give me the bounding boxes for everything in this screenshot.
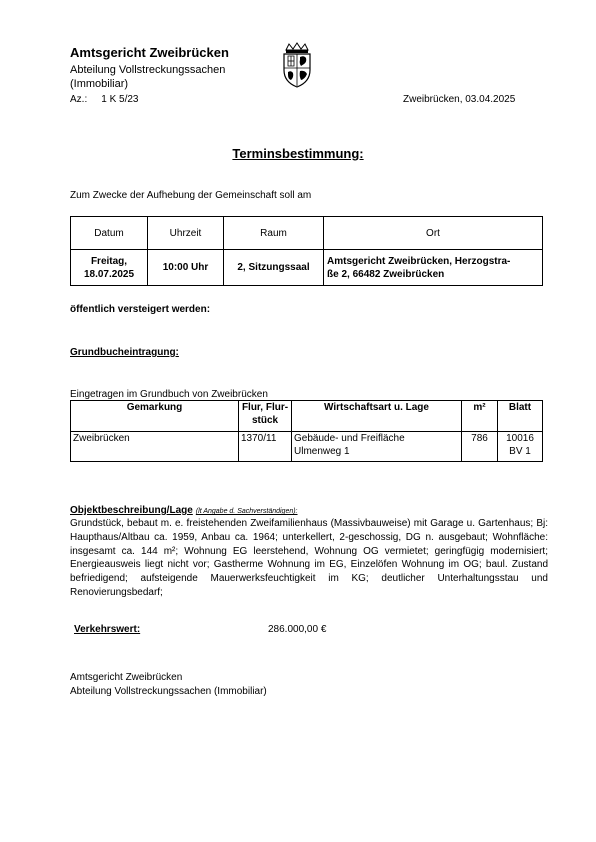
header-blatt: Blatt xyxy=(498,401,543,432)
cell-raum: 2, Sitzungssaal xyxy=(224,250,324,286)
ort-line-1: Amtsgericht Zweibrücken, Herzogstra- xyxy=(327,255,511,267)
header-uhrzeit: Uhrzeit xyxy=(148,217,224,250)
verkehrswert-value: 286.000,00 € xyxy=(268,624,327,635)
grundbuch-table xyxy=(70,400,543,462)
document-title: Terminsbestimmung: xyxy=(232,146,364,161)
grundbuch-heading: Grundbucheintragung: xyxy=(70,347,179,358)
header-raum: Raum xyxy=(224,217,324,250)
cell-flur: 1370/11 xyxy=(239,432,292,462)
file-number xyxy=(70,94,139,105)
blatt-line-2: BV 1 xyxy=(509,446,531,457)
objekt-note: (lt Angabe d. Sachverständigen): xyxy=(195,508,298,515)
header-ort: Ort xyxy=(324,217,543,250)
cell-gemarkung: Zweibrücken xyxy=(71,432,239,462)
header-flur-line-2: stück xyxy=(251,415,279,426)
cell-uhrzeit: 10:00 Uhr xyxy=(148,250,224,286)
cell-datum xyxy=(71,250,148,286)
wirtschaftsart-line-1: Gebäude- und Freifläche xyxy=(294,433,405,444)
datum-date: 18.07.2025 xyxy=(83,268,135,280)
department-line: Abteilung Vollstreckungssachen xyxy=(70,64,226,76)
intro-text: Zum Zwecke der Aufhebung der Gemeinschaft soll am xyxy=(70,190,312,201)
footer-court: Amtsgericht Zweibrücken xyxy=(70,672,183,683)
coat-of-arms-icon xyxy=(280,42,314,88)
header-flur xyxy=(239,401,292,432)
table-row xyxy=(71,432,543,462)
datum-weekday: Freitag, xyxy=(90,255,128,267)
header-qm: m² xyxy=(462,401,498,432)
cell-blatt xyxy=(498,432,543,462)
footer xyxy=(70,671,267,699)
place-date: Zweibrücken, 03.04.2025 xyxy=(403,94,516,105)
court-name: Amtsgericht Zweibrücken xyxy=(70,45,229,60)
wirtschaftsart-line-2: Ulmenweg 1 xyxy=(294,446,350,457)
objekt-heading-text: Objektbeschreibung/Lage xyxy=(70,505,193,516)
header-flur-line-1: Flur, Flur- xyxy=(241,402,289,413)
cell-ort xyxy=(324,250,543,286)
header-wirtschaftsart: Wirtschaftsart u. Lage xyxy=(292,401,462,432)
blatt-line-1: 10016 xyxy=(506,433,534,444)
header-gemarkung: Gemarkung xyxy=(71,401,239,432)
objekt-heading xyxy=(70,505,298,516)
az-number: 1 K 5/23 xyxy=(101,94,139,105)
termin-table xyxy=(70,216,543,286)
cell-wirtschaftsart xyxy=(292,432,462,462)
cell-qm: 786 xyxy=(462,432,498,462)
eingetragen-text: Eingetragen im Grundbuch von Zweibrücken xyxy=(70,389,268,400)
termin-table-header xyxy=(71,217,543,250)
versteigert-text: öffentlich versteigert werden: xyxy=(70,304,211,315)
footer-department: Abteilung Vollstreckungssachen (Immobiliar) xyxy=(70,686,267,697)
table-row xyxy=(71,250,543,286)
grundbuch-table-header xyxy=(71,401,543,432)
az-label: Az.: xyxy=(70,94,88,105)
court-department xyxy=(70,63,225,91)
objekt-description: Grundstück, bebaut m. e. freistehenden Zweifamilienhaus (Massivbauweise) mit Garage u. Gartenhaus; Bj: Haupthaus/Altbau ca. 1959, Anbau ca. 1964; unterkellert, 2-geschossig, DG n. ausgebaut; Wohnfläche: insgesamt ca. 144 m²; Wohnung EG leerstehend, Wohnung OG vermietet; geringfügig modernisiert; Energieausweis liegt nicht vor; Gastherme Wohnung im EG, Einzelöfen Wohnung im OG; baul. Zustand befriedigend; aufsteigende Mauerwerksfeuchtigkeit im KG; deutlicher Unterhaltungsstau und Renovierungsbedarf; xyxy=(70,518,548,598)
header-datum: Datum xyxy=(71,217,148,250)
ort-line-2: ße 2, 66482 Zweibrücken xyxy=(327,268,445,280)
verkehrswert-label: Verkehrswert: xyxy=(74,624,141,635)
category-line: (Immobiliar) xyxy=(70,78,129,90)
